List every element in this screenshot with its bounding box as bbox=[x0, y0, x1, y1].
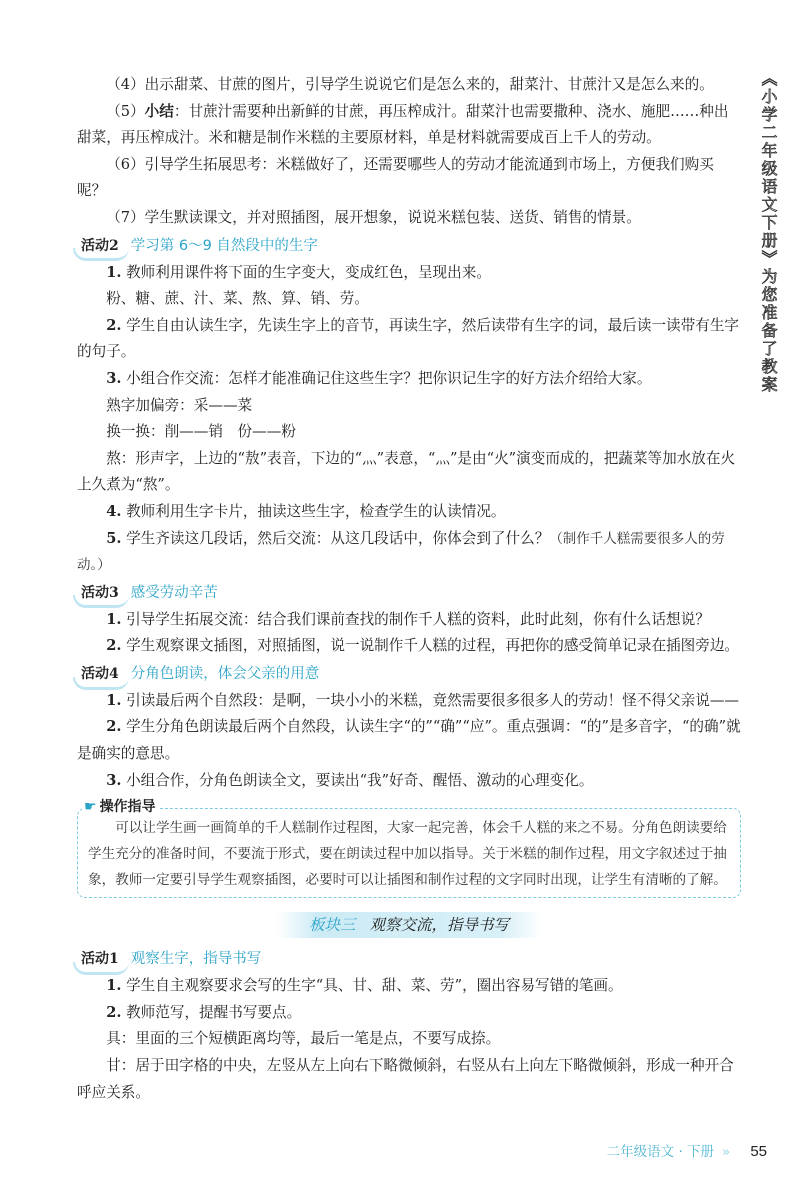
list-item bbox=[77, 973, 741, 1000]
list-item bbox=[77, 607, 741, 634]
item-number: 1. bbox=[106, 691, 122, 709]
section-title: 观察交流，指导书写 bbox=[369, 916, 510, 935]
item-number: 3. bbox=[106, 771, 122, 789]
activity3-items bbox=[77, 607, 741, 660]
item-number: 2. bbox=[106, 1003, 122, 1021]
activity-header bbox=[77, 661, 741, 688]
item-text: 学生分角色朗读最后两个自然段，认读生字“的”“确”“应”。重点强调：“的”是多音字，“的确”就是确实的意思。 bbox=[77, 718, 741, 763]
paragraph: （7）学生默读课文，并对照插图，展开想象，说说米糕包装、送货、销售的情景。 bbox=[106, 208, 641, 226]
list-item bbox=[77, 526, 741, 579]
item-text: 引导学生拓展交流：结合我们课前查找的制作千人糕的资料，此时此刻，你有什么话想说？ bbox=[126, 610, 710, 628]
item-number: 3. bbox=[106, 369, 122, 387]
activity-title: 感受劳动辛苦 bbox=[130, 584, 218, 601]
item-number: 4. bbox=[106, 502, 122, 520]
list-item bbox=[77, 714, 741, 767]
list-item bbox=[77, 446, 741, 499]
list-item bbox=[77, 1053, 741, 1106]
summary-label: 小结 bbox=[144, 102, 174, 120]
activity-header bbox=[77, 946, 741, 973]
item-text: 小组合作交流：怎样才能准确记住这些生字？把你识记生字的好方法介绍给大家。 bbox=[126, 369, 652, 387]
item-text: 教师利用课件将下面的生字变大，变成红色，呈现出来。 bbox=[126, 263, 491, 281]
list-item bbox=[77, 313, 741, 366]
item-text: 学生自由认读生字，先读生字上的音节，再读生字，然后读带有生字的词，最后读一读带有生字的句子。 bbox=[77, 316, 740, 361]
item-text: 学生观察课文插图，对照插图，说一说制作千人糕的过程，再把你的感受简单记录在插图旁边。 bbox=[126, 637, 740, 655]
list-item bbox=[77, 260, 741, 287]
list-item bbox=[77, 286, 741, 313]
item-text: 引读最后两个自然段：是啊，一块小小的米糕，竟然需要很多很多人的劳动！怪不得父亲说—— bbox=[126, 691, 740, 709]
pointing-hand-icon: ☛ bbox=[84, 799, 97, 816]
activity-header bbox=[77, 580, 741, 607]
item-number: 2. bbox=[106, 316, 122, 334]
list-item bbox=[77, 1026, 741, 1053]
item-text: 甘：居于田字格的中央，左竖从左上向右下略微倾斜，右竖从右上向左下略微倾斜，形成一种开合呼应关系。 bbox=[77, 1057, 734, 1101]
item-number: 2. bbox=[106, 637, 122, 655]
activity-title: 学习第 6～9 自然段中的生字 bbox=[130, 237, 318, 254]
activity-title: 分角色朗读，体会父亲的用意 bbox=[130, 666, 320, 683]
list-item bbox=[77, 393, 741, 420]
section3-activity1-items bbox=[77, 973, 741, 1106]
activity-badge: 活动2 bbox=[77, 233, 125, 260]
list-item bbox=[77, 1000, 741, 1027]
item-number: 2. bbox=[106, 718, 122, 736]
item-text: 教师范写，提醒书写要点。 bbox=[126, 1003, 302, 1021]
list-item bbox=[77, 499, 741, 526]
item-text: 粉、糖、蔗、汁、菜、熬、算、销、劳。 bbox=[106, 290, 369, 308]
item-number: 1. bbox=[106, 610, 122, 628]
activity-badge: 活动4 bbox=[77, 661, 125, 688]
item-number: 1. bbox=[106, 263, 122, 281]
activity4-items bbox=[77, 688, 741, 794]
list-item bbox=[77, 419, 741, 446]
item-text: 小组合作，分角色朗读全文，要读出“我”好奇、醒悟、激动的心理变化。 bbox=[126, 771, 594, 789]
item-text: 熬：形声字，上边的“敖”表音，下边的“灬”表意，“灬”是由“火”演变而成的，把蔬菜等加水放在火上久煮为“熬”。 bbox=[77, 449, 736, 494]
item-text: 学生齐读这几段话，然后交流：从这几段话中，你体会到了什么？ bbox=[126, 529, 550, 547]
item-note: （制作千人糕需要很多人的劳动。） bbox=[77, 530, 725, 574]
guidance-box bbox=[77, 799, 741, 898]
footer bbox=[0, 1140, 800, 1160]
page-content bbox=[77, 0, 741, 1106]
activity2-items bbox=[77, 260, 741, 579]
section-label: 板块三 bbox=[308, 916, 356, 935]
activity-header bbox=[77, 233, 741, 260]
item-number: 1. bbox=[106, 977, 122, 995]
item-text: 具：里面的三个短横距离均等，最后一笔是点，不要写成捺。 bbox=[106, 1030, 501, 1048]
item-text: 学生自主观察要求会写的生字“具、甘、甜、菜、劳”，圈出容易写错的笔画。 bbox=[126, 977, 623, 995]
activity-title: 观察生字，指导书写 bbox=[130, 951, 262, 968]
guidance-label: ☛ 操作指导 bbox=[82, 796, 160, 818]
item-text: 熟字加偏旁：采——菜 bbox=[106, 396, 253, 414]
item-text: 教师利用生字卡片，抽读这些生字，检查学生的认读情况。 bbox=[126, 502, 506, 520]
page-number: 55 bbox=[750, 1143, 767, 1161]
list-item bbox=[77, 768, 741, 795]
double-chevron-right-icon: » bbox=[722, 1144, 731, 1161]
activity-badge: 活动1 bbox=[77, 946, 125, 973]
paragraph: （6）引导学生拓展思考：米糕做好了，还需要哪些人的劳动才能流通到市场上，方便我们购买呢？ bbox=[77, 155, 714, 200]
item-text: 换一换：削——销 份——粉 bbox=[106, 423, 296, 441]
summary-text: （5）小结：甘蔗汁需要种出新鲜的甘蔗，再压榨成汁。甜菜汁也需要撒种、浇水、施肥……种出甜菜，再压榨成汁。米和糖是制作米糕的主要原材料，单是材料就需要成百上千人的劳动。 bbox=[77, 102, 729, 147]
item-number: 5. bbox=[106, 529, 122, 547]
activity-badge: 活动3 bbox=[77, 580, 125, 607]
paragraph bbox=[77, 99, 741, 152]
watermark: 《小学二年级语文下册》为您准备了教案 bbox=[759, 70, 778, 394]
list-item bbox=[77, 688, 741, 715]
footer-book-title: 二年级语文 · 下册 » bbox=[606, 1144, 731, 1161]
guidance-text: 可以让学生画一画简单的千人糕制作过程图，大家一起完善，体会千人糕的来之不易。分角色朗读要给学生充分的准备时间，不要流于形式，要在朗读过程中加以指导。关于米糕的制作过程，用文字叙述过于抽象，教师一定要引导学生观察插图，必要时可以让插图和制作过程的文字同时出现，让学生有清晰的了解。 bbox=[88, 820, 727, 889]
list-item bbox=[77, 633, 741, 660]
paragraph: （4）出示甜菜、甘蔗的图片，引导学生说说它们是怎么来的，甜菜汁、甘蔗汁又是怎么来的。 bbox=[106, 76, 714, 93]
list-item bbox=[77, 366, 741, 393]
section-banner bbox=[277, 912, 542, 938]
